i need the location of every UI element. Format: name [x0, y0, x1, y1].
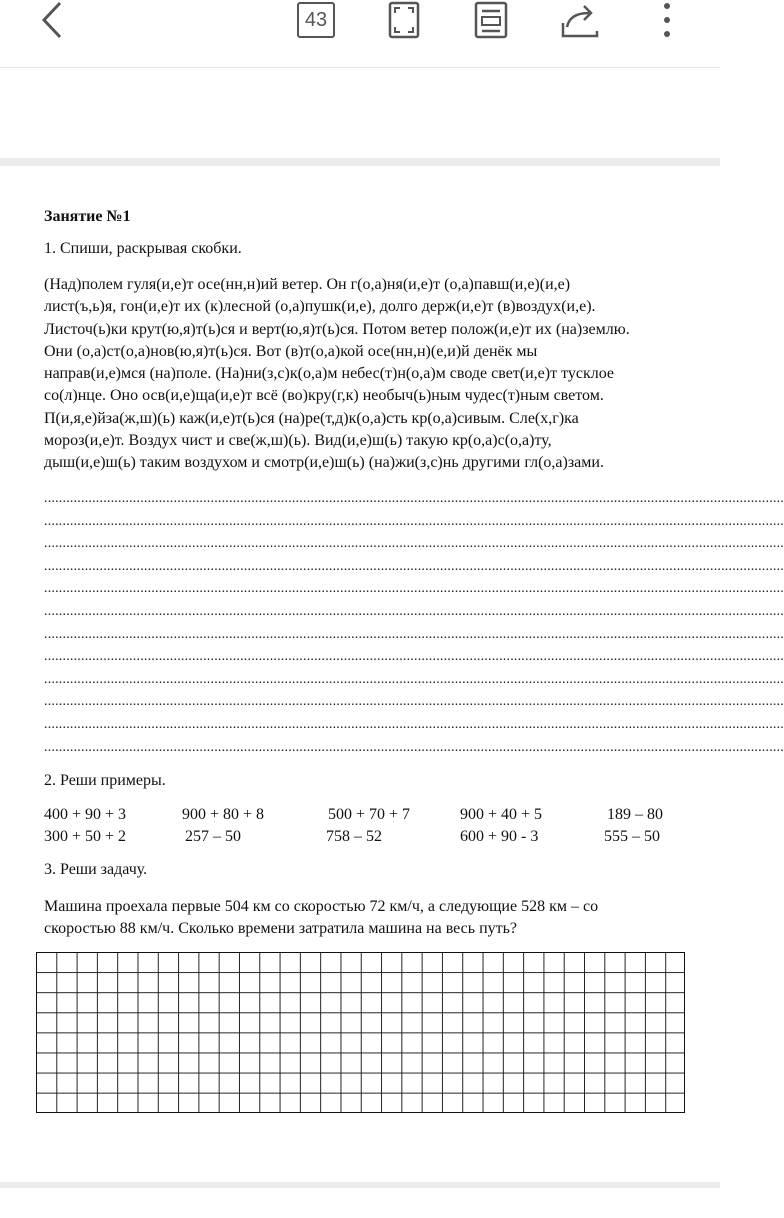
- answer-grid: [36, 952, 685, 1113]
- paragraph-line: Листоч(ь)ки крут(ю,я)т(ь)ся и верт(ю,я)т(ь)ся. Потом ветер полож(и,е)т их (на)землю.: [44, 320, 630, 338]
- task-2-heading: 2. Реши примеры.: [44, 772, 166, 789]
- page-count-button[interactable]: [296, 0, 336, 40]
- dotted-line: ........................................................................................................................................................................................................: [44, 536, 784, 552]
- fullscreen-button[interactable]: [386, 0, 422, 40]
- problem-text: [44, 896, 684, 940]
- dotted-line: ........................................................................................................................................................................................................: [44, 694, 784, 710]
- share-icon: [559, 1, 601, 39]
- page-bottom-separator: [0, 1182, 720, 1188]
- dotted-line: ........................................................................................................................................................................................................: [44, 649, 784, 665]
- problem-line: скоростью 88 км/ч. Сколько времени затратила машина на весь путь?: [44, 920, 518, 937]
- example: 600 + 90 - 3: [460, 828, 539, 845]
- more-vertical-icon: [662, 1, 672, 39]
- paragraph-line: лист(ъ,ь)я, гон(и,е)т их (к)лесной (о,а)пушк(и,е), долго держ(и,е)т (в)воздух(и,е).: [44, 298, 596, 316]
- example: 257 – 50: [185, 828, 241, 845]
- paragraph-line: мороз(и,е)т. Воздух чист и све(ж,ш)(ь). Вид(и,е)ш(ь) такую кр(о,а)с(о,а)ту,: [44, 432, 552, 450]
- dotted-line: ........................................................................................................................................................................................................: [44, 558, 784, 574]
- paragraph-line: дыш(и,е)ш(ь) таким воздухом и смотр(и,е)ш(ь) (на)жи(з,с)нь другими гл(о,а)зами.: [44, 454, 604, 472]
- chevron-left-icon: [40, 1, 64, 39]
- reading-mode-icon: [474, 1, 508, 39]
- dotted-line: ........................................................................................................................................................................................................: [44, 716, 784, 732]
- example: 400 + 90 + 3: [44, 806, 127, 823]
- example: 189 – 80: [607, 806, 663, 823]
- lesson-title: Занятие №1: [44, 208, 131, 225]
- share-button[interactable]: [558, 0, 602, 40]
- example: 758 – 52: [326, 828, 382, 845]
- page-count-badge: 43: [297, 2, 335, 38]
- dotted-line: ........................................................................................................................................................................................................: [44, 626, 784, 642]
- back-button[interactable]: [30, 0, 74, 40]
- dotted-line: ........................................................................................................................................................................................................: [44, 513, 784, 529]
- paragraph-line: (Над)полем гуля(и,е)т осе(нн,н)ий ветер. Он г(о,а)ня(и,е)т (о,а)павш(и,е)(и,е): [44, 276, 571, 293]
- paragraph-line: Они (о,а)ст(о,а)нов(ю,я)т(ь)ся. Вот (в)т(о,а)кой осе(нн,н)(е,и)й денёк мы: [44, 342, 538, 360]
- paragraph-line: направ(и,е)мся (на)поле. (На)ни(з,с)к(о,а)м небес(т)н(о,а)м своде свет(и,е)т тусклое: [44, 365, 615, 383]
- reading-mode-button[interactable]: [472, 0, 510, 40]
- paragraph-line: со(л)нце. Оно осв(и,е)ща(и,е)т всё (во)кру(г,к) необыч(ь)ным чудес(т)ным светом.: [44, 387, 604, 405]
- example: 300 + 50 + 2: [44, 828, 127, 845]
- dotted-line: ........................................................................................................................................................................................................: [44, 671, 784, 687]
- dotted-line: ........................................................................................................................................................................................................: [44, 739, 784, 755]
- dotted-line: ........................................................................................................................................................................................................: [44, 603, 784, 619]
- more-options-button[interactable]: [652, 0, 682, 40]
- example: 900 + 80 + 8: [182, 806, 265, 823]
- dotted-line: ........................................................................................................................................................................................................: [44, 581, 784, 597]
- example: 900 + 40 + 5: [460, 806, 543, 823]
- paragraph-line: П(и,я,е)йза(ж,ш)(ь) каж(и,е)т(ь)ся (на)ре(т,д)к(о,а)сть кр(о,а)сивым. Сле(х,г)ка: [44, 409, 579, 427]
- exercise-paragraph: [44, 274, 684, 475]
- page-separator: [0, 158, 720, 166]
- task-3-heading: 3. Реши задачу.: [44, 861, 148, 878]
- problem-line: Машина проехала первые 504 км со скоростью 72 км/ч, а следующие 528 км – со: [44, 898, 599, 915]
- top-toolbar: [0, 0, 720, 68]
- dotted-line: ........................................................................................................................................................................................................: [44, 491, 784, 506]
- answer-dotted-lines: [44, 488, 784, 759]
- task-1-heading: 1. Спиши, раскрывая скобки.: [44, 240, 242, 257]
- example: 555 – 50: [604, 828, 660, 845]
- fullscreen-icon: [388, 1, 420, 39]
- example: 500 + 70 + 7: [328, 806, 411, 823]
